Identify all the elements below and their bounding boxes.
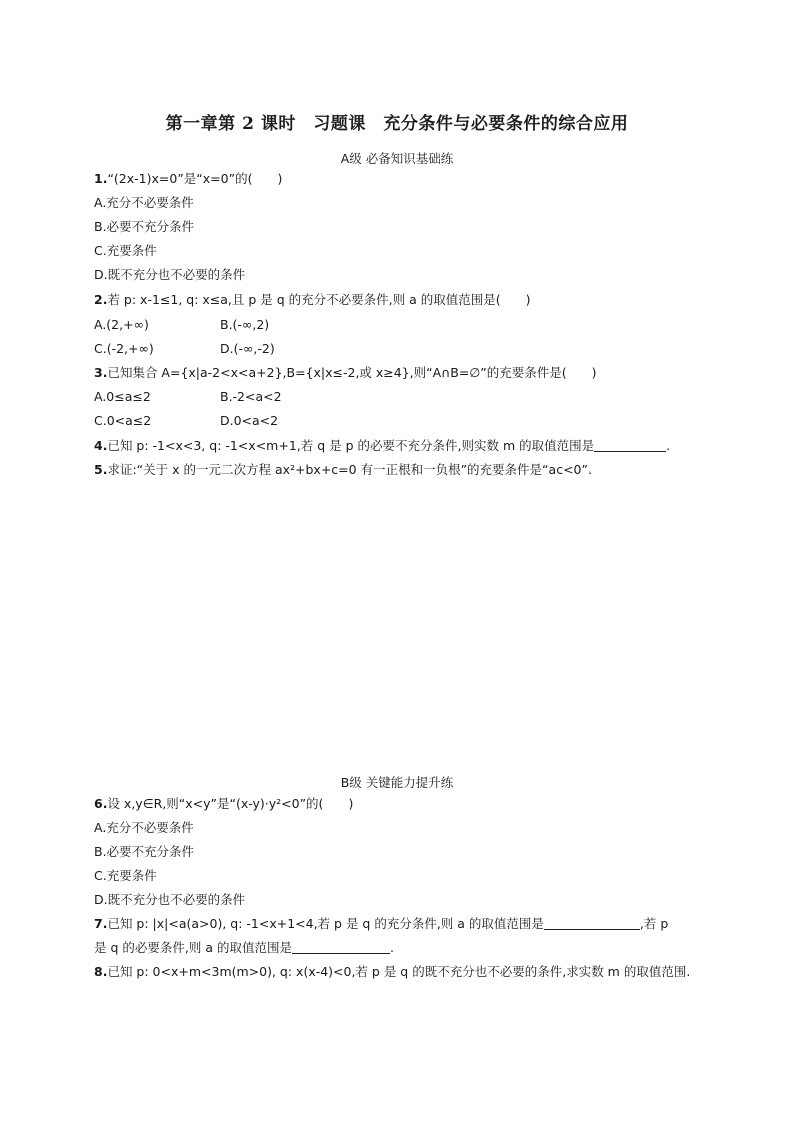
- question-number: 2.: [94, 292, 108, 307]
- answer-blank[interactable]: [594, 439, 666, 452]
- question-number: 1.: [94, 171, 108, 186]
- q3-option-a: A.0≤a≤2: [94, 389, 151, 404]
- question-7-line-2: [94, 940, 394, 956]
- q2-option-c: C.(-2,+∞): [94, 341, 154, 356]
- q6-option-a: A.充分不必要条件: [94, 820, 194, 835]
- question-stem-cont: 是 q 的必要条件,则 a 的取值范围是: [94, 940, 292, 955]
- question-number: 6.: [94, 796, 108, 811]
- question-number: 3.: [94, 365, 108, 380]
- section-a-heading: A级 必备知识基础练: [340, 151, 454, 166]
- question-8: [94, 964, 690, 980]
- q3-option-d: D.0<a<2: [220, 413, 279, 428]
- q6-option-d: D.既不充分也不必要的条件: [94, 892, 246, 907]
- question-7: [94, 916, 668, 932]
- question-stem-cont: ,若 p: [639, 916, 669, 931]
- question-end: .: [389, 940, 394, 955]
- q2-option-d: D.(-∞,-2): [220, 341, 275, 356]
- question-4: [94, 438, 670, 454]
- q3-option-c: C.0<a≤2: [94, 413, 152, 428]
- question-1: [94, 171, 282, 187]
- question-stem: 设 x,y∈R,则“x<y”是“(x-y)·y²<0”的( ): [107, 796, 354, 811]
- q3-option-b: B.-2<a<2: [220, 389, 282, 404]
- answer-blank[interactable]: [292, 941, 390, 954]
- question-6: [94, 796, 353, 812]
- q2-option-a: A.(2,+∞): [94, 317, 149, 332]
- q6-option-c: C.充要条件: [94, 868, 157, 883]
- q1-option-c: C.充要条件: [94, 243, 157, 258]
- answer-blank[interactable]: [544, 917, 640, 930]
- question-2: [94, 292, 531, 308]
- q1-option-d: D.既不充分也不必要的条件: [94, 267, 246, 282]
- question-number: 8.: [94, 964, 108, 979]
- question-number: 4.: [94, 438, 108, 453]
- section-b-heading: B级 关键能力提升练: [340, 775, 454, 790]
- q1-option-a: A.充分不必要条件: [94, 195, 194, 210]
- question-number: 5.: [94, 462, 108, 477]
- question-stem: 若 p: x-1≤1, q: x≤a,且 p 是 q 的充分不必要条件,则 a 的取值范围是( ): [107, 292, 531, 307]
- question-stem: 已知集合 A={x|a-2<x<a+2},B={x|x≤-2,或 x≥4},则“A∩B=∅”的充要条件是( ): [107, 365, 597, 380]
- question-end: .: [666, 438, 671, 453]
- question-stem: 已知 p: -1<x<3, q: -1<x<m+1,若 q 是 p 的必要不充分条件,则实数 m 的取值范围是: [107, 438, 595, 453]
- question-stem: 已知 p: |x|<a(a>0), q: -1<x+1<4,若 p 是 q 的充分条件,则 a 的取值范围是: [107, 916, 544, 931]
- question-stem: “(2x-1)x=0”是“x=0”的( ): [107, 171, 283, 186]
- question-3: [94, 365, 596, 381]
- question-number: 7.: [94, 916, 108, 931]
- q1-option-b: B.必要不充分条件: [94, 219, 195, 234]
- question-5: [94, 462, 592, 478]
- page-title: 第一章第 2 课时 习题课 充分条件与必要条件的综合应用: [165, 114, 629, 134]
- question-stem: 求证:“关于 x 的一元二次方程 ax²+bx+c=0 有一正根和一负根”的充要条件是“ac<0”.: [107, 462, 592, 477]
- q6-option-b: B.必要不充分条件: [94, 844, 195, 859]
- q2-option-b: B.(-∞,2): [220, 317, 270, 332]
- question-stem: 已知 p: 0<x+m<3m(m>0), q: x(x-4)<0,若 p 是 q 的既不充分也不必要的条件,求实数 m 的取值范围.: [107, 964, 691, 979]
